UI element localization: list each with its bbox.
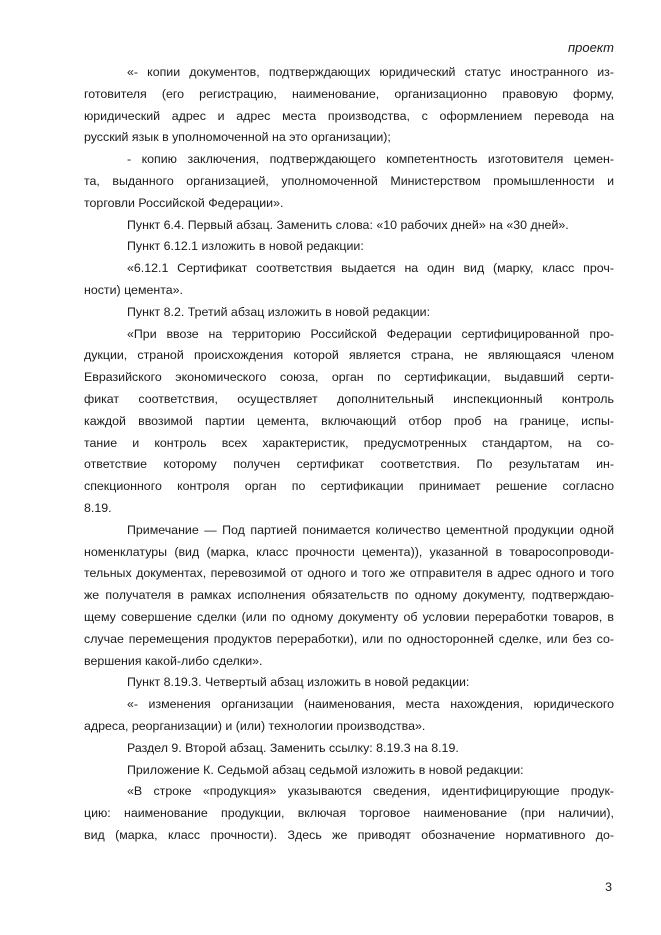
text-line: «6.12.1 Сертификат соответствия выдается на один вид (марку, класс проч-	[127, 261, 614, 276]
text-line: номенклатуры (вид (марка, класс прочности цемента)), указанной в товаросопроводи-	[84, 544, 614, 559]
text-line: Раздел 9. Второй абзац. Заменить ссылку: 8.19.3 на 8.19.	[127, 740, 459, 755]
text-line: дукции, страной происхождения которой является страна, не являющаяся членом	[84, 348, 614, 363]
text-line: ответствие которому получен сертификат соответствия. По результатам ин-	[84, 457, 614, 472]
text-line: тельных документах, перевозимой от одного и того же отправителя в адрес одного и того	[84, 566, 614, 581]
text-line: русский язык в уполномоченной на это организации);	[84, 130, 391, 145]
text-line: - копию заключения, подтверждающего компетентность изготовителя цемен-	[127, 152, 614, 167]
text-line: торговли Российской Федерации».	[84, 195, 284, 210]
text-line: Приложение К. Седьмой абзац седьмой изложить в новой редакции:	[127, 762, 524, 777]
text-line: тание и контроль всех характеристик, предусмотренных стандартом, на со-	[84, 435, 614, 450]
draft-label: проект	[568, 40, 614, 55]
text-line: Пункт 8.2. Третий абзац изложить в новой редакции:	[127, 304, 431, 319]
document-body	[84, 62, 614, 847]
text-line: вершения какой-либо сделки».	[84, 653, 263, 668]
text-line: юридический адрес и адрес места производства, с оформлением перевода на	[84, 108, 614, 123]
text-line: вид (марка, класс прочности). Здесь же приводят обозначение нормативного до-	[84, 827, 614, 842]
text-line: спекционного контроля орган по сертификации принимает решение согласно	[84, 479, 614, 494]
text-line: же получателя в рамках исполнения обязательств по одному документу, подтверждаю-	[84, 588, 614, 603]
text-line: Пункт 6.12.1 изложить в новой редакции:	[127, 239, 364, 254]
text-line: каждой ввозимой партии цемента, включающий отбор проб на границе, испы-	[84, 413, 614, 428]
text-line: Пункт 8.19.3. Четвертый абзац изложить в новой редакции:	[127, 675, 470, 690]
text-line: «В строке «продукция» указываются сведения, идентифицирующие продук-	[127, 784, 614, 799]
text-line: Евразийского экономического союза, орган по сертификации, выдавший серти-	[84, 370, 614, 385]
text-line: цию: наименование продукции, включая торговое наименование (при наличии),	[84, 806, 614, 821]
text-line: готовителя (его регистрацию, наименование, организационно правовую форму,	[84, 86, 614, 101]
text-line: та, выданного организацией, уполномоченной Министерством промышленности и	[84, 173, 614, 188]
page-number: 3	[605, 880, 612, 894]
text-line: «При ввозе на территорию Российской Федерации сертифицированной про-	[127, 326, 614, 341]
text-line: случае перемещения продуктов переработки), или по односторонней сделке, или без со-	[84, 631, 614, 646]
text-line: «- изменения организации (наименования, места нахождения, юридического	[127, 697, 614, 712]
text-line: ности) цемента».	[84, 282, 183, 297]
text-line: адреса, реорганизации) и (или) технологии производства».	[84, 718, 426, 733]
text-line: Примечание — Под партией понимается количество цементной продукции одной	[127, 522, 614, 537]
text-line: «- копии документов, подтверждающих юридический статус иностранного из-	[127, 65, 614, 79]
text-line: Пункт 6.4. Первый абзац. Заменить слова: «10 рабочих дней» на «30 дней».	[127, 217, 569, 232]
text-line: щему совершение сделки (или по одному документу об условии переработки товаров, в	[84, 609, 614, 624]
text-line: 8.19.	[84, 500, 112, 515]
text-line: фикат соответствия, осуществляет дополнительный инспекционный контроль	[84, 391, 614, 406]
